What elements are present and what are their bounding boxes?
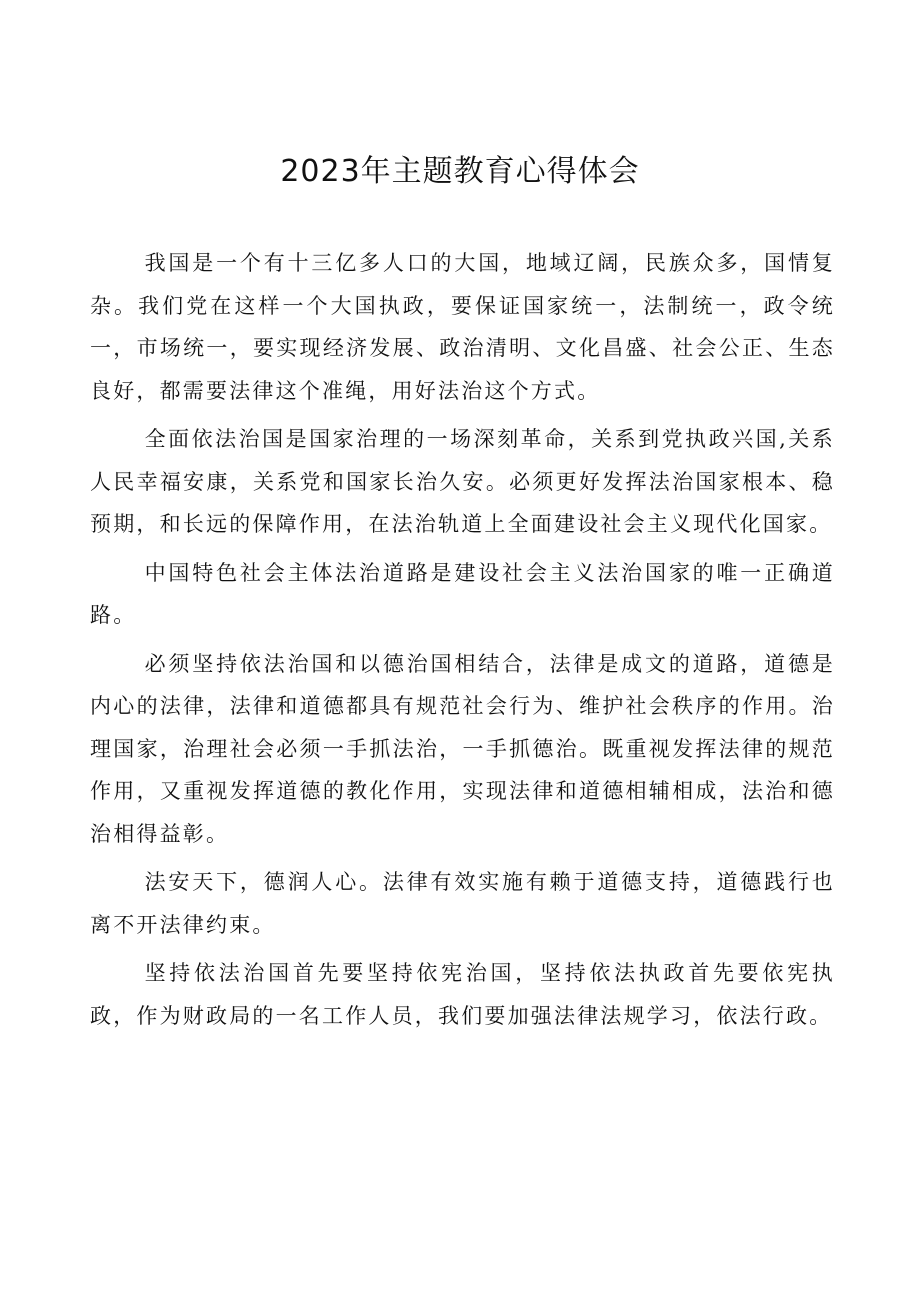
paragraph: 我国是一个有十三亿多人口的大国，地域辽阔，民族众多，国情复杂。我们党在这样一个大国执政，要保证国家统一，法制统一，政令统一，市场统一，要实现经济发展、政治清明、文化昌盛、社会公正、生态良好，都需要法律这个准绳，用好法治这个方式。 — [90, 251, 835, 403]
paragraph: 法安天下，德润人心。法律有效实施有赖于道德支持，道德践行也离不开法律约束。 — [90, 870, 835, 937]
paragraph: 中国特色社会主体法治道路是建设社会主义法治国家的唯一正确道路。 — [90, 560, 835, 627]
document-title: 2023年主题教育心得体会 — [280, 154, 640, 189]
document-body — [90, 242, 835, 1043]
paragraph: 坚持依法治国首先要坚持依宪治国，坚持依法执政首先要依宪执政，作为财政局的一名工作人员，我们要加强法律法规学习，依法行政。 — [90, 961, 835, 1028]
paragraph: 必须坚持依法治国和以德治国相结合，法律是成文的道路，道德是内心的法律，法律和道德都具有规范社会行为、维护社会秩序的作用。治理国家，治理社会必须一手抓法治，一手抓德治。既重视发挥法律的规范作用，又重视发挥道德的教化作用，实现法律和道德相辅相成，法治和德治相得益彰。 — [90, 651, 835, 846]
paragraph: 全面依法治国是国家治理的一场深刻革命，关系到党执政兴国,关系人民幸福安康，关系党和国家长治久安。必须更好发挥法治国家根本、稳预期，和长远的保障作用，在法治轨道上全面建设社会主义现代化国家。 — [90, 427, 835, 536]
